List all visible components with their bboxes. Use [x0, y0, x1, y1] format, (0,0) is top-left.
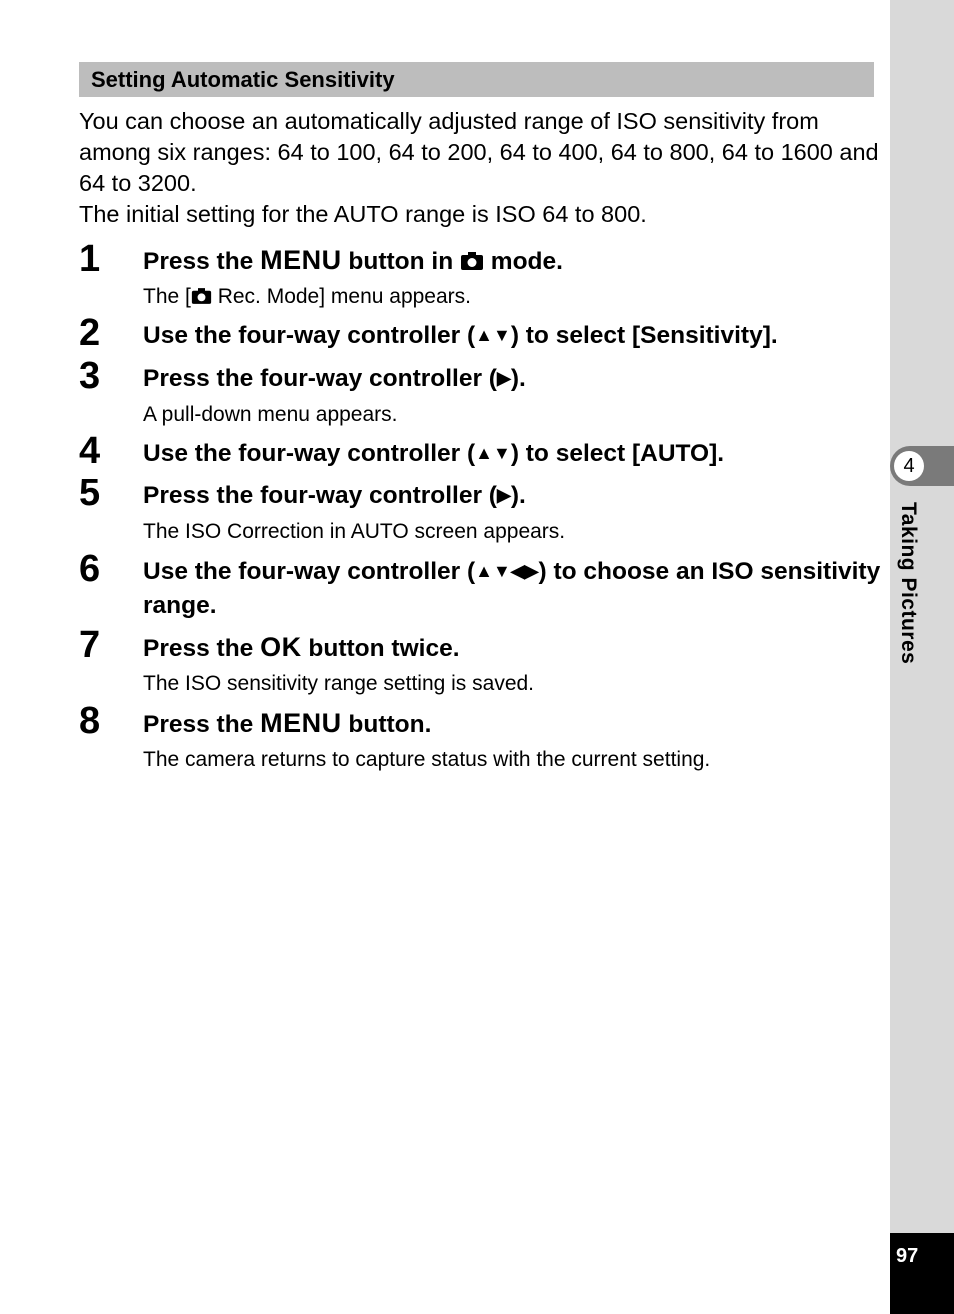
- step-number: 4: [79, 430, 101, 472]
- step-number: 2: [79, 312, 101, 354]
- step-number: 6: [79, 548, 101, 590]
- step-title: Use the four-way controller (▲▼) to select [AUTO].: [143, 440, 725, 467]
- step-number: 8: [79, 700, 101, 742]
- right-arrow-icon: ▶: [496, 485, 511, 505]
- step-title: Press the MENU button in mode.: [143, 245, 563, 275]
- intro-paragraph: You can choose an automatically adjusted range of ISO sensitivity from among six ranges: 64 to 100, 64 to 200, 64 to 400, 64 to 800, 64 to 1600 and 64 to 3200.: [79, 108, 879, 196]
- step-number: 7: [79, 624, 101, 666]
- camera-icon: [191, 287, 212, 305]
- intro-text: [79, 106, 879, 230]
- step-title: Use the four-way controller (▲▼◀▶) to choose an ISO sensitivity range.: [143, 558, 881, 619]
- step-note: The camera returns to capture status with the current setting.: [143, 748, 711, 771]
- ok-button-label: OK: [260, 632, 302, 662]
- four-way-arrows-icon: ▲▼◀▶: [475, 561, 539, 581]
- right-arrow-icon: ▶: [496, 368, 511, 388]
- section-heading: Setting Automatic Sensitivity: [79, 62, 874, 97]
- step-title: Press the MENU button.: [143, 708, 432, 738]
- step-title: Press the four-way controller (▶).: [143, 365, 526, 392]
- menu-button-label: MENU: [260, 245, 342, 275]
- step-title: Use the four-way controller (▲▼) to select [Sensitivity].: [143, 322, 778, 349]
- step-number: 1: [79, 238, 101, 280]
- step-note: The ISO Correction in AUTO screen appears.: [143, 520, 566, 543]
- step-note: The [ Rec. Mode] menu appears.: [143, 285, 471, 308]
- step-note: The ISO sensitivity range setting is saved.: [143, 672, 535, 695]
- menu-button-label: MENU: [260, 708, 342, 738]
- chapter-number: 4: [894, 451, 924, 481]
- four-way-arrows-icon: ▲▼: [475, 443, 511, 463]
- chapter-title: Taking Pictures: [897, 502, 920, 665]
- step-title: Press the OK button twice.: [143, 632, 460, 662]
- page-number: 97: [896, 1245, 919, 1267]
- camera-icon: [460, 251, 484, 271]
- step-number: 5: [79, 472, 101, 514]
- four-way-arrows-icon: ▲▼: [475, 325, 511, 345]
- step-title: Press the four-way controller (▶).: [143, 482, 526, 509]
- intro-initial-setting: The initial setting for the AUTO range is ISO 64 to 800.: [79, 201, 647, 227]
- step-number: 3: [79, 355, 101, 397]
- step-note: A pull-down menu appears.: [143, 403, 398, 426]
